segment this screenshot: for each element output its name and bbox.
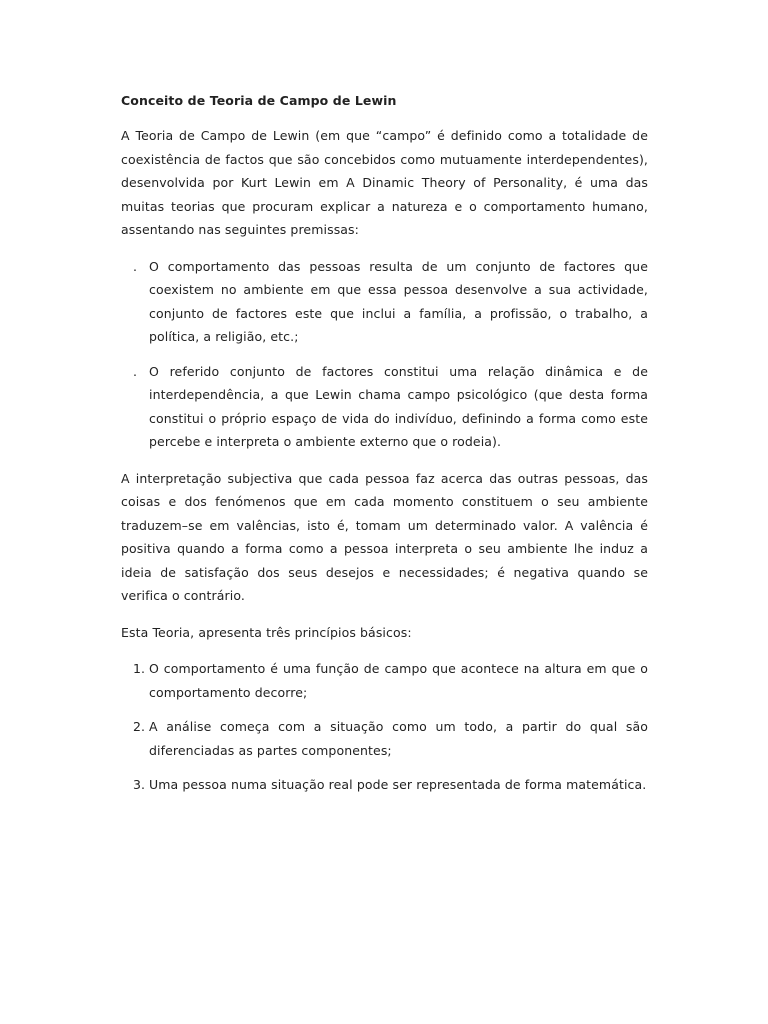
premises-list <box>121 255 648 454</box>
premise-text: O comportamento das pessoas resulta de um conjunto de factores que coexistem no ambiente em que essa pessoa desenvolve a sua actividade, conjunto de factores este que inclui a família, a profissão, o trabalho, a política, a religião, etc.; <box>149 258 648 344</box>
intro-paragraph: A Teoria de Campo de Lewin (em que “campo” é definido como a totalidade de coexistência de factos que são concebidos como mutuamente interdependentes), desenvolvida por Kurt Lewin em A Dinamic Theory of Personality, é uma das muitas teorias que procuram explicar a natureza e o comportamento humano, assentando nas seguintes premissas: <box>121 128 648 237</box>
principles-list <box>121 657 648 797</box>
premise-marker: . <box>133 258 138 274</box>
document-page <box>121 92 648 808</box>
premise-item <box>121 255 648 349</box>
premise-text: O referido conjunto de factores constitui uma relação dinâmica e de interdependência, a que Lewin chama campo psicológico (que desta forma constitui o próprio espaço de vida do indivíduo, definindo a forma como este percebe e interpreta o ambiente externo que o rodeia). <box>149 363 648 449</box>
principle-text: O comportamento é uma função de campo que acontece na altura em que o comportamento decorre; <box>149 661 648 700</box>
principle-number: 1. <box>133 661 146 676</box>
principle-text: Uma pessoa numa situação real pode ser representada de forma matemática. <box>149 777 647 792</box>
premise-item <box>121 360 648 454</box>
principle-item <box>121 773 648 797</box>
principles-intro: Esta Teoria, apresenta três princípios básicos: <box>121 624 412 640</box>
principle-text: A análise começa com a situação como um todo, a partir do qual são diferenciadas as partes componentes; <box>149 719 648 758</box>
principle-item <box>121 657 648 704</box>
premise-marker: . <box>133 363 138 379</box>
principle-number: 2. <box>133 719 146 734</box>
principle-item <box>121 715 648 762</box>
principle-number: 3. <box>133 777 146 792</box>
interpretation-paragraph: A interpretação subjectiva que cada pessoa faz acerca das outras pessoas, das coisas e dos fenómenos que em cada momento constituem o seu ambiente traduzem–se em valências, isto é, tomam um determinado valor. A valência é positiva quando a forma como a pessoa interpreta o seu ambiente lhe induz a ideia de satisfação dos seus desejos e necessidades; é negativa quando se verifica o contrário. <box>121 470 648 603</box>
document-title: Conceito de Teoria de Campo de Lewin <box>121 93 397 108</box>
